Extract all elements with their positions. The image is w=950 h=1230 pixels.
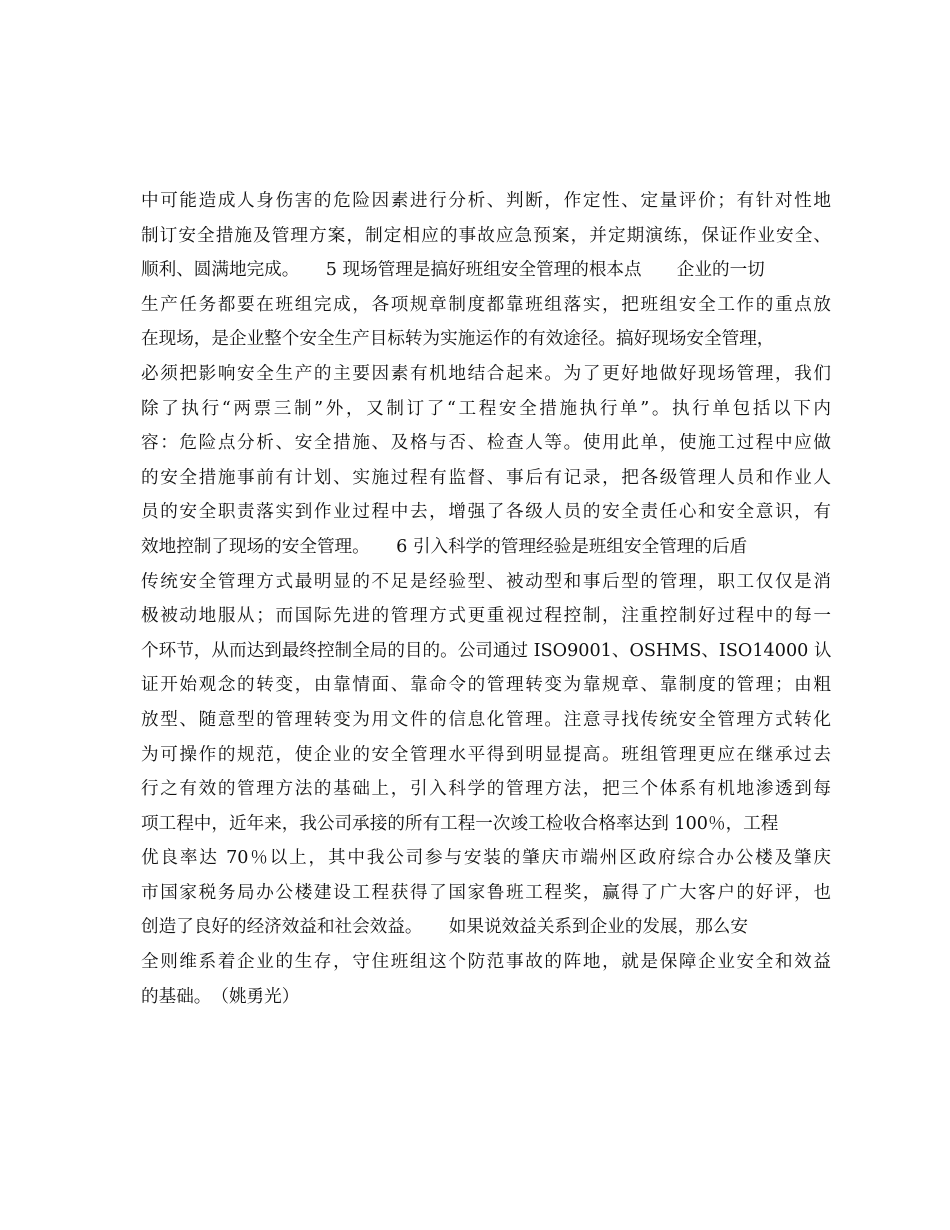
text-line-19: 项工程中，近年来，我公司承接的所有工程一次竣工检收合格率达到 100％，工程 [141, 813, 779, 834]
text-line-20: 优良率达 70％以上，其中我公司参与安装的肇庆市端州区政府综合办公楼及肇庆 [141, 848, 831, 869]
text-line-9: 的安全措施事前有计划、实施过程有监督、事后有记录，把各级管理人员和作业人 [141, 467, 831, 488]
text-line-6: 必须把影响安全生产的主要因素有机地结合起来。为了更好地做好现场管理，我们 [141, 363, 831, 384]
text-line-2: 制订安全措施及管理方案，制定相应的事故应急预案，并定期演练，保证作业安全、 [141, 225, 831, 246]
text-line-16: 放型、随意型的管理转变为用文件的信息化管理。注意寻找传统安全管理方式转化 [141, 709, 831, 730]
text-line-11: 效地控制了现场的安全管理。 6 引入科学的管理经验是班组安全管理的后盾 [141, 536, 748, 557]
text-line-5: 在现场，是企业整个安全生产目标转为实施运作的有效途径。搞好现场安全管理， [141, 329, 775, 350]
text-line-22: 创造了良好的经济效益和社会效益。 如果说效益关系到企业的发展，那么安 [141, 917, 748, 938]
text-line-17: 为可操作的规范，使企业的安全管理水平得到明显提高。班组管理更应在继承过去 [141, 744, 831, 765]
text-line-15: 证开始观念的转变，由靠情面、靠命令的管理转变为靠规章、靠制度的管理；由粗 [141, 675, 831, 696]
text-line-10: 员的安全职责落实到作业过程中去，增强了各级人员的安全责任心和安全意识，有 [141, 502, 831, 523]
text-line-23: 全则维系着企业的生存，守住班组这个防范事故的阵地，就是保障企业安全和效益 [141, 952, 831, 973]
text-line-1: 中可能造成人身伤害的危险因素进行分析、判断，作定性、定量评价；有针对性地 [141, 191, 831, 211]
text-line-8: 容：危险点分析、安全措施、及格与否、检查人等。使用此单，使施工过程中应做 [141, 433, 831, 454]
text-line-3: 顺利、圆满地完成。 5 现场管理是搞好班组安全管理的根本点 企业的一切 [141, 260, 765, 281]
text-line-14: 个环节，从而达到最终控制全局的目的。公司通过 ISO9001、OSHMS、ISO14000 认 [141, 640, 832, 661]
text-line-24: 的基础。 （姚勇光） [141, 986, 300, 1007]
text-line-4: 生产任务都要在班组完成，各项规章制度都靠班组落实，把班组安全工作的重点放 [141, 294, 831, 315]
text-line-12: 传统安全管理方式最明显的不足是经验型、被动型和事后型的管理，职工仅仅是消 [141, 571, 831, 592]
text-line-13: 极被动地服从；而国际先进的管理方式更重视过程控制，注重控制好过程中的每一 [141, 606, 831, 627]
text-line-18: 行之有效的管理方法的基础上，引入科学的管理方法，把三个体系有机地渗透到每 [141, 779, 831, 800]
text-line-21: 市国家税务局办公楼建设工程获得了国家鲁班工程奖，赢得了广大客户的好评，也 [141, 882, 831, 903]
body-text [141, 184, 831, 1014]
text-line-7: 除了执行“两票三制”外，又制订了“工程安全措施执行单”。执行单包括以下内 [141, 398, 831, 419]
